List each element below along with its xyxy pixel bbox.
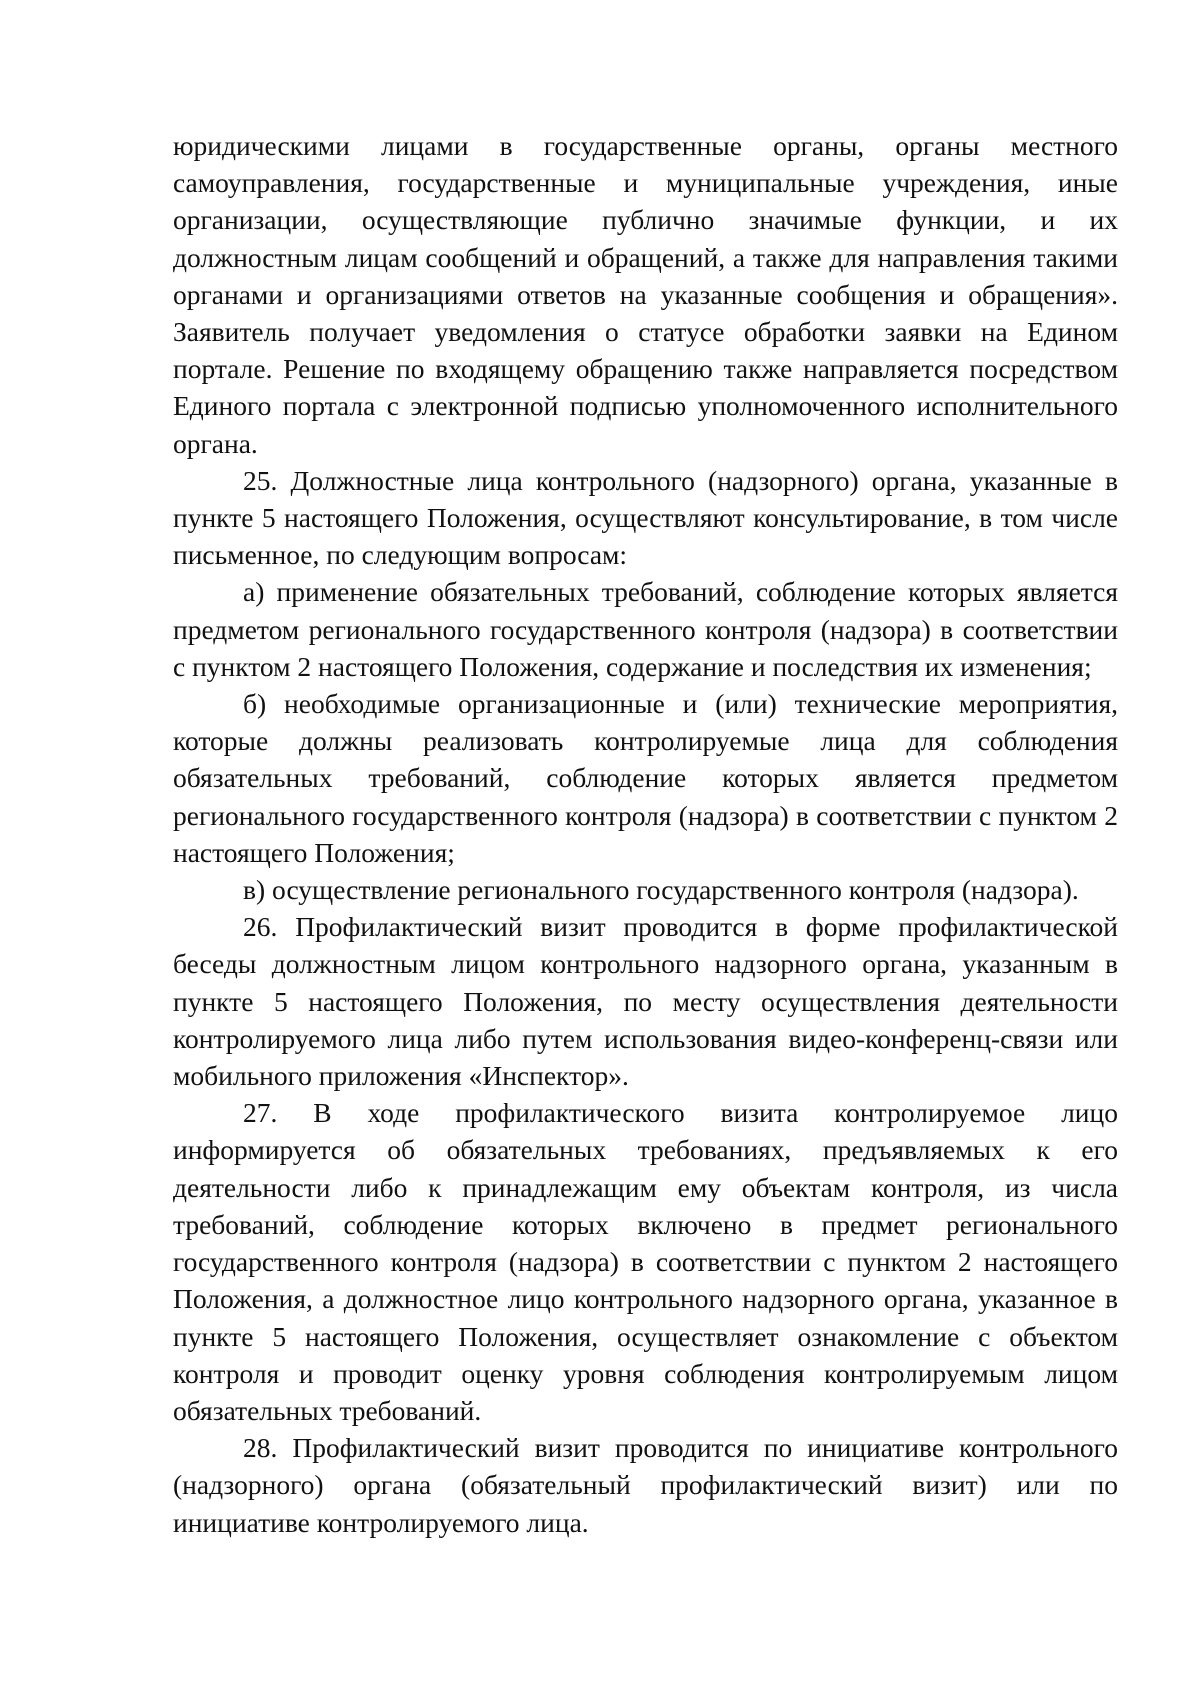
paragraph-25-v: в) осуществление регионального государственного контроля (надзора). (243, 874, 1079, 906)
document-page (173, 127, 1118, 1541)
paragraph-28: 28. Профилактический визит проводится по инициативе контрольного (надзорного) органа (обязательный профилактический визит) или по инициативе контролируемого лица. (173, 1432, 1118, 1538)
paragraph-25: 25. Должностные лица контрольного (надзорного) органа, указанные в пункте 5 настоящего Положения, осуществляют консультирование, в том числе письменное, по следующим вопросам: (173, 464, 1118, 571)
paragraph-26: 26. Профилактический визит проводится в форме профилактической беседы должностным лицом контрольного надзорного органа, указанным в пункте 5 настоящего Положения, по месту осуществления деятельности контролируемого лица либо путем использования видео-конференц-связи или мобильного приложения «Инспектор». (173, 911, 1118, 1092)
paragraph-25-b: б) необходимые организационные и (или) технические мероприятия, которые должны реализовать контролируемые лица для соблюдения обязательных требований, соблюдение которых является предметом регионального государственного контроля (надзора) в соответствии с пунктом 2 настоящего Положения; (173, 688, 1118, 868)
paragraph-25-a: а) применение обязательных требований, соблюдение которых является предметом регионального государственного контроля (надзора) в соответствии с пунктом 2 настоящего Положения, содержание и последствия их изменения; (173, 576, 1118, 682)
paragraph-27: 27. В ходе профилактического визита контролируемое лицо информируется об обязательных требованиях, предъявляемых к его деятельности либо к принадлежащим ему объектам контроля, из числа требований, соблюдение которых включено в предмет регионального государственного контроля (надзора) в соответствии с пунктом 2 настоящего Положения, а должностное лицо контрольного надзорного органа, указанное в пункте 5 настоящего Положения, осуществляет ознакомление с объектом контроля и проводит оценку уровня соблюдения контролируемым лицом обязательных требований. (173, 1097, 1118, 1426)
paragraph-continuation: юридическими лицами в государственные органы, органы местного самоуправления, государственные и муниципальные учреждения, иные организации, осуществляющие публично значимые функции, и их должностным лицам сообщений и обращений, а также для направления такими органами и организациями ответов на указанные сообщения и обращения». Заявитель получает уведомления о статусе обработки заявки на Едином портале. Решение по входящему обращению также направляется посредством Единого портала с электронной подписью уполномоченного исполнительного органа. (173, 130, 1118, 459)
